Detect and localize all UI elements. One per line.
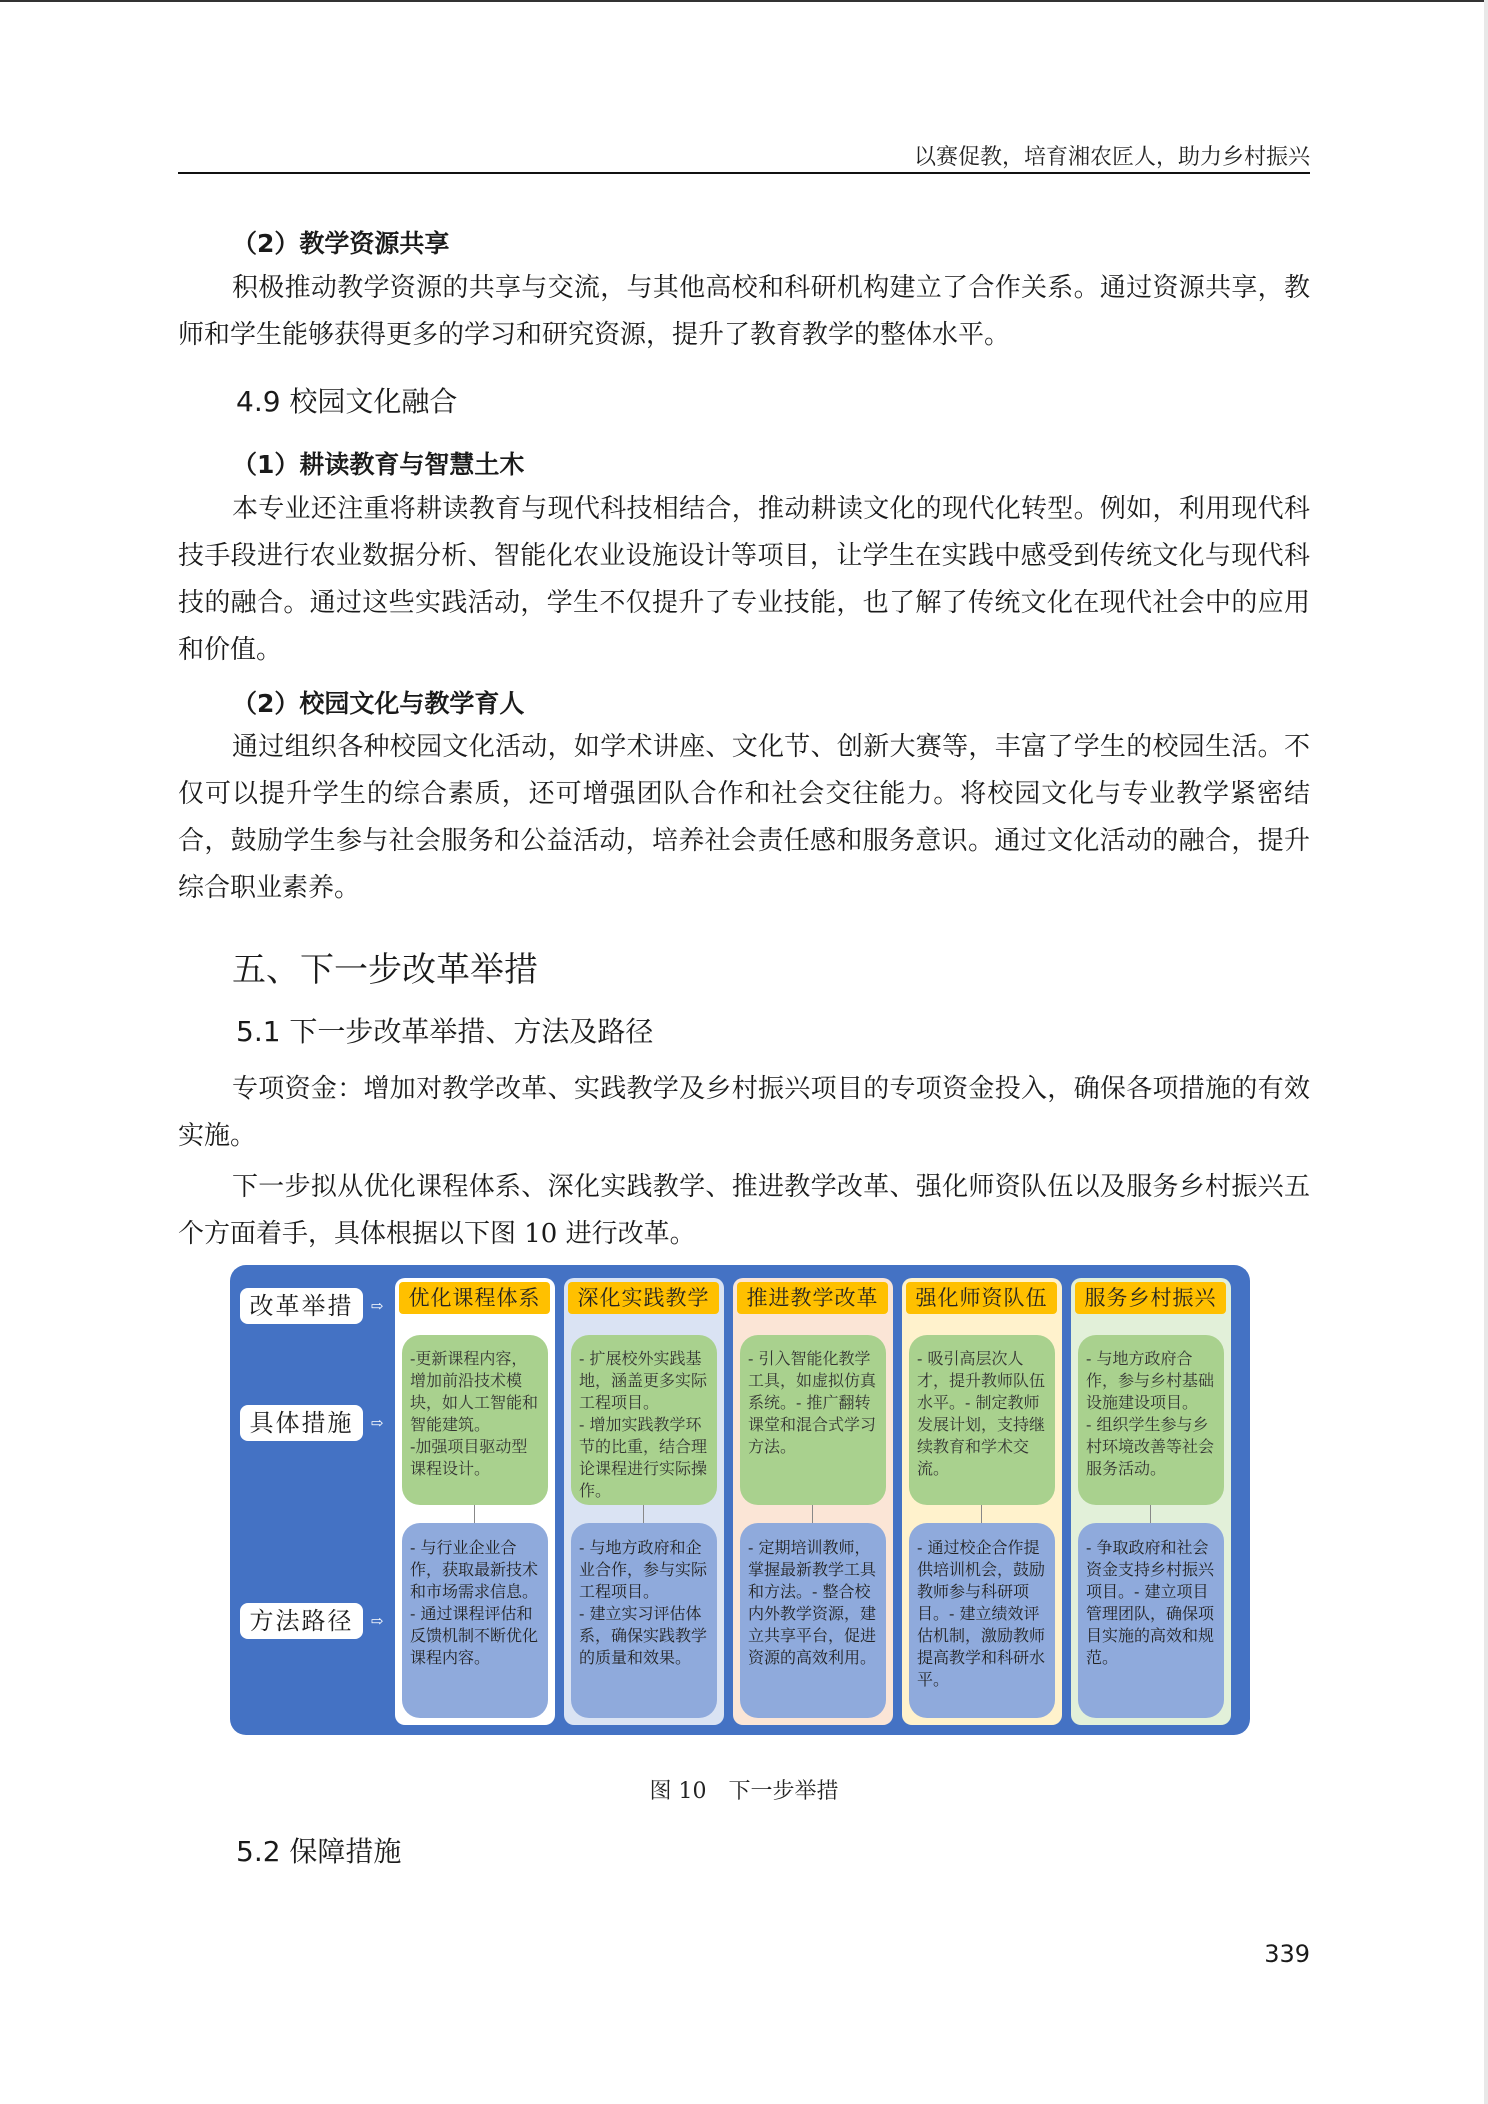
subsection-title-campus-culture: （2）校园文化与教学育人 xyxy=(232,689,525,718)
arrow-right-icon: ⇨ xyxy=(370,1414,384,1432)
measure-box: - 引入智能化教学工具，如虚拟仿真系统。- 推广翻转课堂和混合式学习方法。 xyxy=(740,1335,886,1505)
section-title-5-1: 5.1 下一步改革举措、方法及路径 xyxy=(236,1015,654,1048)
path-box: - 与行业企业合作，获取最新技术和市场需求信息。 - 通过课程评估和反馈机制不断优化课程内容。 xyxy=(402,1523,548,1718)
figure-caption: 图 10 下一步举措 xyxy=(649,1779,839,1804)
section-title-4-9: 4.9 校园文化融合 xyxy=(236,385,458,418)
subsection-title-resource-sharing: （2）教学资源共享 xyxy=(232,229,450,258)
column-header: 服务乡村振兴 xyxy=(1075,1282,1226,1314)
reform-measures-figure xyxy=(230,1265,1250,1735)
column-header: 推进教学改革 xyxy=(737,1282,888,1314)
paragraph-campus-culture: 通过组织各种校园文化活动，如学术讲座、文化节、创新大赛等，丰富了学生的校园生活。不仅可以提升学生的综合素质，还可增强团队合作和社会交往能力。将校园文化与专业教学紧密结合，鼓励学生参与社会服务和公益活动，培养社会责任感和服务意识。通过文化活动的融合，提升综合职业素养。 xyxy=(178,732,1310,903)
row-label-reform: 改革举措 xyxy=(240,1288,363,1324)
running-header: 以赛促教，培育湘农匠人，助力乡村振兴 xyxy=(913,145,1310,170)
column-header: 强化师资队伍 xyxy=(906,1282,1057,1314)
paragraph-next-steps: 下一步拟从优化课程体系、深化实践教学、推进教学改革、强化师资队伍以及服务乡村振兴五个方面着手，具体根据以下图 10 进行改革。 xyxy=(178,1172,1310,1249)
figure-column-faculty xyxy=(902,1278,1062,1725)
header-rule xyxy=(178,172,1310,174)
column-header: 优化课程体系 xyxy=(399,1282,550,1314)
column-header: 深化实践教学 xyxy=(568,1282,719,1314)
path-box: - 定期培训教师，掌握最新教学工具和方法。- 整合校内外教学资源，建立共享平台，促进资源的高效利用。 xyxy=(740,1523,886,1718)
connector-line xyxy=(643,1505,644,1523)
arrow-right-icon: ⇨ xyxy=(370,1612,384,1630)
path-box: - 通过校企合作提供培训机会，鼓励教师参与科研项目。- 建立绩效评估机制，激励教师提高教学和科研水平。 xyxy=(909,1523,1055,1718)
connector-line xyxy=(1150,1505,1151,1523)
section-title-5-2: 5.2 保障措施 xyxy=(236,1835,402,1868)
measure-box: - 与地方政府合作，参与乡村基础设施建设项目。 - 组织学生参与乡村环境改善等社会服务活动。 xyxy=(1078,1335,1224,1505)
figure-column-practice xyxy=(564,1278,724,1725)
row-label-paths: 方法路径 xyxy=(240,1603,363,1639)
figure-column-rural-revitalization xyxy=(1071,1278,1231,1725)
path-box: - 争取政府和社会资金支持乡村振兴项目。- 建立项目管理团队，确保项目实施的高效和规范。 xyxy=(1078,1523,1224,1718)
page-top-border xyxy=(0,0,1488,2)
row-label-measures: 具体措施 xyxy=(240,1405,363,1441)
path-box: - 与地方政府和企业合作，参与实际工程项目。 - 建立实习评估体系，确保实践教学的质量和效果。 xyxy=(571,1523,717,1718)
paragraph-resource-sharing: 积极推动教学资源的共享与交流，与其他高校和科研机构建立了合作关系。通过资源共享，教师和学生能够获得更多的学习和研究资源，提升了教育教学的整体水平。 xyxy=(178,273,1310,350)
chapter-title-5: 五、下一步改革举措 xyxy=(232,950,538,990)
measure-box: -更新课程内容，增加前沿技术模块，如人工智能和智能建筑。 -加强项目驱动型课程设计。 xyxy=(402,1335,548,1505)
subsection-title-farming-education: （1）耕读教育与智慧土木 xyxy=(232,450,525,479)
arrow-right-icon: ⇨ xyxy=(370,1297,384,1315)
figure-column-teaching-reform xyxy=(733,1278,893,1725)
paragraph-farming-education: 本专业还注重将耕读教育与现代科技相结合，推动耕读文化的现代化转型。例如，利用现代科技手段进行农业数据分析、智能化农业设施设计等项目，让学生在实践中感受到传统文化与现代科技的融合。通过这些实践活动，学生不仅提升了专业技能，也了解了传统文化在现代社会中的应用和价值。 xyxy=(178,494,1310,665)
paragraph-special-funds: 专项资金：增加对教学改革、实践教学及乡村振兴项目的专项资金投入，确保各项措施的有效实施。 xyxy=(178,1074,1310,1151)
measure-box: - 扩展校外实践基地，涵盖更多实际工程项目。 - 增加实践教学环节的比重，结合理论课程进行实际操作。 xyxy=(571,1335,717,1505)
connector-line xyxy=(812,1505,813,1523)
page-number: 339 xyxy=(1264,1940,1310,1968)
measure-box: - 吸引高层次人才，提升教师队伍水平。- 制定教师发展计划，支持继续教育和学术交流。 xyxy=(909,1335,1055,1505)
connector-line xyxy=(981,1505,982,1523)
connector-line xyxy=(474,1505,475,1523)
figure-column-curriculum xyxy=(395,1278,555,1725)
